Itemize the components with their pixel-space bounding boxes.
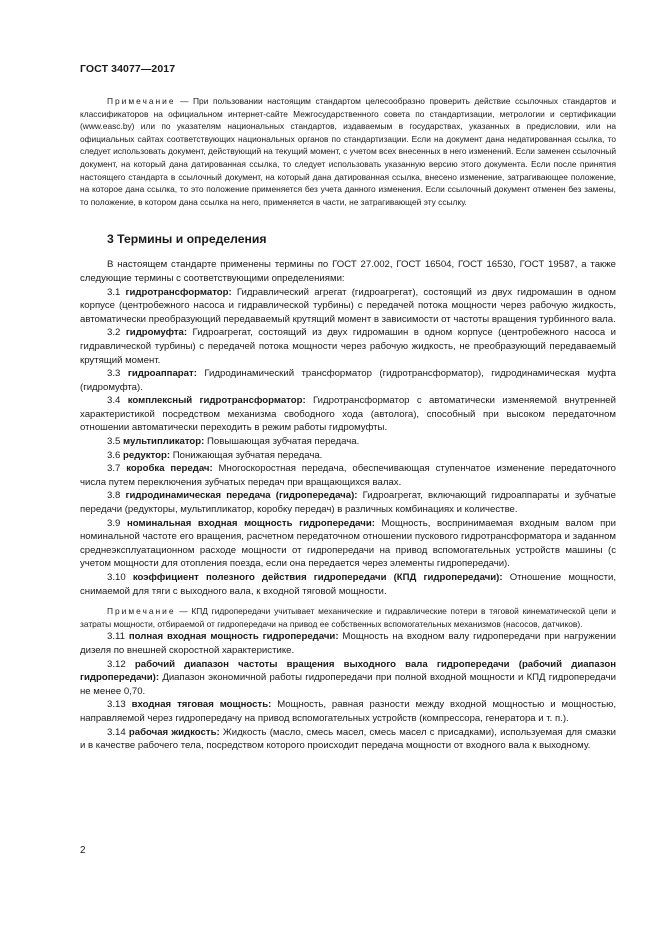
term-number: 3.1	[107, 286, 121, 298]
note-efficiency	[80, 605, 616, 630]
page-number: 2	[80, 845, 86, 856]
section-heading: 3 Термины и определения	[107, 232, 267, 247]
term-definition	[80, 571, 616, 598]
term-number: 3.7	[107, 463, 121, 475]
term-name: рабочий диапазон частоты вращения выходного вала гидропередачи (рабочий диапазон гидропередачи):	[80, 658, 616, 684]
term-text: Гидроагрегат, состоящий из двух гидромашин в одном корпусе (центробежного насоса и гидравлической турбины) с передачей потока мощности через рабочую жидкость, не преобразующий передаваемый крутящий момент.	[80, 327, 616, 366]
note-text: При пользовании настоящим стандартом целесообразно проверить действие ссылочных стандартов и классификаторов на официальном интернет-сайте Межгосударственного совета по стандартизации, метрологии и сертификации (www.easc.by) или по указателям национальных стандартов, издаваемым в государствах, указанных в предисловии, или на официальных сайтах соответствующих национальных органов по стандартизации. Если на документ дана недатированная ссылка, то следует использовать документ, действующий на текущий момент, с учетом всех внесенных в него изменений. Если заменен ссылочный документ, на который дана датированная ссылка, то следует использовать указанную версию этого документа. Если после принятия настоящего стандарта в ссылочный документ, на который дана датированная ссылка, внесено изменение, затрагивающее положение, на которое дана ссылка, то это положение применяется без учета данного изменения. Если ссылочный документ отменен без замены, то положение, в котором дана ссылка на него, применяется в части, не затрагивающей эту ссылку.	[80, 96, 616, 207]
note-reference-standards	[80, 95, 616, 208]
term-name: полная входная мощность гидропередачи:	[128, 631, 339, 643]
document-body	[80, 95, 616, 753]
term-text: Диапазон экономичной работы гидропередачи при полной входной мощности и КПД гидропередачи не менее 0,70.	[80, 672, 616, 697]
term-number: 3.12	[107, 658, 126, 670]
term-text: Мощность, равная разности между входной мощностью и мощностью, направляемой через гидропередачу на привод вспомогательных устройств (компрессора, генератора и т. п.).	[80, 699, 616, 724]
term-name: гидромуфта:	[125, 327, 188, 339]
term-definition	[80, 698, 616, 725]
terms-list-a	[80, 286, 616, 599]
term-name: входная тяговая мощность:	[131, 699, 272, 711]
section-intro: В настоящем стандарте применены термины по ГОСТ 27.002, ГОСТ 16504, ГОСТ 16530, ГОСТ 19587, а также следующие термины с соответствующими определениями:	[80, 259, 616, 284]
term-definition	[80, 630, 616, 657]
term-name: коэффициент полезного действия гидропередачи (КПД гидропередачи):	[132, 572, 503, 583]
term-number: 3.8	[107, 490, 121, 502]
term-text: Гидротрансформатор с автоматически изменяемой внутренней характеристикой посредством механизма свободного хода (автолога), способный при высоком передаточном отношении автоматически переходить в режим работы гидромуфты.	[80, 395, 616, 434]
term-text: Понижающая зубчатая передача.	[170, 449, 323, 461]
term-text: Гидравлический агрегат (гидроагрегат), состоящий из двух гидромашин в одном корпусе (центробежного насоса и гидравлической турбины) с передачей потока мощности через рабочую жидкость, автоматически преобразующий передаваемый крутящий момент в зависимости от частоты вращения турбинного вала.	[80, 286, 616, 325]
term-definition	[80, 286, 616, 327]
term-definition	[80, 517, 616, 571]
term-text: Многоскоростная передача, обеспечивающая ступенчатое изменение передаточного числа путем переключения зубчатых передач при вращающихся валах.	[80, 463, 617, 488]
term-number: 3.6	[107, 449, 121, 461]
term-name: комплексный гидротрансформатор:	[127, 395, 306, 407]
note-text: КПД гидропередачи учитывает механические и гидравлические потери в тяговой кинематической цепи и затраты мощности, отбираемой от гидропередачи на привод ее собственных вспомогательных механизмов (насосов, датчиков).	[80, 606, 616, 629]
term-name: редуктор:	[123, 449, 171, 461]
term-number: 3.14	[107, 726, 126, 738]
term-definition	[80, 449, 616, 463]
term-definition	[80, 658, 616, 699]
term-definition	[80, 394, 616, 435]
term-text: Отношение мощности, снимаемой для тяги с выходного вала, к входной тяговой мощности.	[80, 572, 616, 597]
note-label: Примечание	[107, 606, 176, 617]
term-text: Гидродинамический трансформатор (гидротрансформатор), гидродинамическая муфта (гидромуфта).	[80, 368, 617, 393]
terms-list-b	[80, 630, 616, 752]
term-number: 3.4	[107, 395, 121, 407]
term-text: Мощность, воспринимаемая входным валом при номинальной частоте его вращения, расчетном передаточном отношении пускового гидротрансформатора и заданном среднеэксплуатационном расходе мощности от гидропередачи на привод вспомогательных устройств машины (с учетом мощности для отопления поезда, если она передается через элементы гидропередачи).	[80, 517, 616, 570]
term-text: Мощность на входном валу гидропередачи при нагружении дизеля по внешней скоростной характеристике.	[80, 631, 616, 656]
term-definition	[80, 489, 616, 516]
term-definition	[80, 435, 616, 449]
term-definition	[80, 326, 616, 367]
note-label: Примечание	[107, 96, 176, 106]
note-dash: —	[175, 96, 194, 106]
term-name: гидроаппарат:	[127, 368, 197, 380]
term-number: 3.9	[107, 517, 121, 529]
term-definition	[80, 367, 616, 394]
term-number: 3.3	[107, 368, 121, 380]
term-number: 3.10	[107, 572, 126, 583]
term-name: мультипликатор:	[123, 436, 205, 448]
term-name: коробка передач:	[126, 463, 213, 475]
term-name: номинальная входная мощность гидропередачи:	[126, 517, 375, 529]
term-number: 3.13	[107, 699, 126, 711]
term-definition	[80, 726, 616, 753]
term-text: Жидкость (масло, смесь масел, смесь масел с присадками), используемая для смазки и в качестве рабочего тела, посредством которого происходит передача мощности от входного вала к выходному.	[80, 726, 616, 752]
term-number: 3.2	[107, 327, 121, 339]
term-text: Гидроагрегат, включающий гидроаппараты и зубчатые передачи (редукторы, мультипликатор, коробку передач) в различных комбинациях и количестве.	[80, 490, 616, 516]
page-header-title: ГОСТ 34077—2017	[80, 63, 176, 75]
term-number: 3.5	[107, 436, 121, 448]
term-name: рабочая жидкость:	[128, 726, 220, 738]
term-name: гидродинамическая передача (гидропередача):	[125, 490, 358, 502]
term-definition	[80, 462, 616, 489]
term-text: Повышающая зубчатая передача.	[204, 436, 360, 448]
term-name: гидротрансформатор:	[125, 286, 232, 298]
term-number: 3.11	[107, 631, 125, 643]
note-dash: —	[175, 606, 192, 617]
